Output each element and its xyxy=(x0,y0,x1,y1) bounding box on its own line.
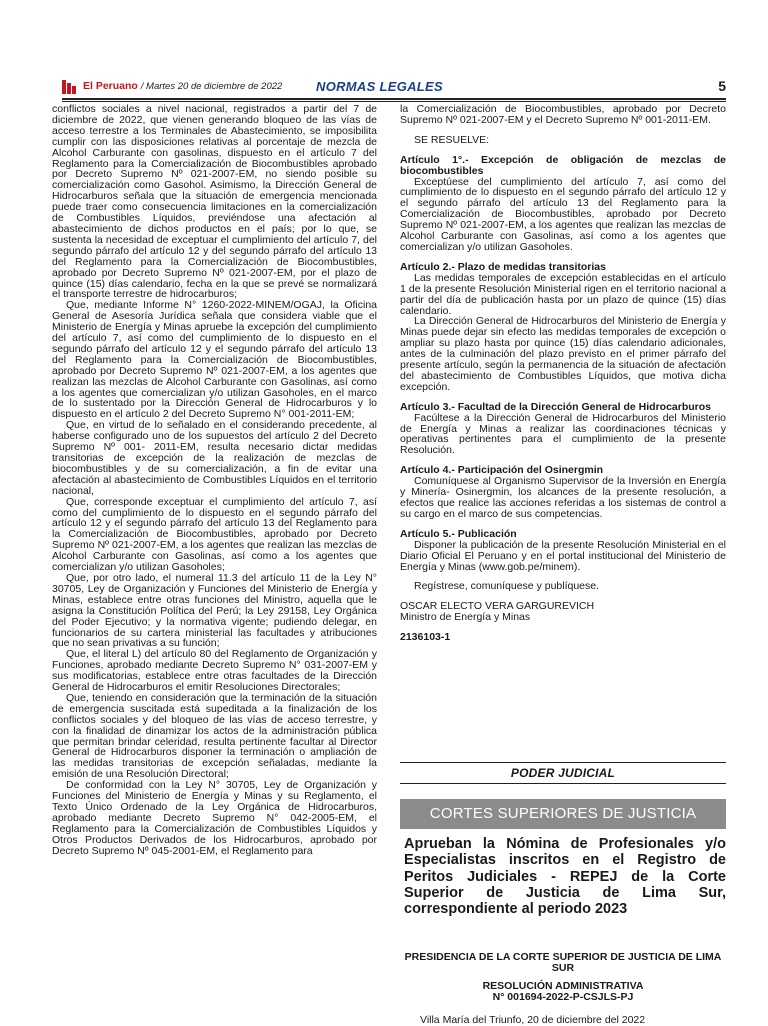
paragraph: De conformidad con la Ley N° 30705, Ley de Organización y Funciones del Ministerio de Energía y Minas y su Reglamento, el Texto Único Ordenado de la Ley Orgánica de Hidrocarburos, aprobado mediante Decreto Supremo N° 042-2005-EM, el Reglamento para la Comercialización de Combustibles Líquidos y Otros Productos Derivados de los Hidrocarburos, aprobado por Decreto Supremo Nº 045-2001-EM, el Reglamento para xyxy=(52,779,377,857)
masthead xyxy=(83,80,282,92)
presidencia-heading: PRESIDENCIA DE LA CORTE SUPERIOR DE JUSTICIA DE LIMA SUR xyxy=(404,951,722,974)
resolucion-heading: RESOLUCIÓN ADMINISTRATIVA xyxy=(482,980,644,992)
article-1-title: Artículo 1°.- Excepción de obligación de mezclas de biocombustibles xyxy=(400,153,726,177)
page-number: 5 xyxy=(718,78,726,94)
left-column xyxy=(52,104,377,857)
paragraph: Que, corresponde exceptuar el cumplimiento del artículo 7, así como del cumplimiento de lo dispuesto en el segundo párrafo del artículo 12 y el segundo párrafo del artículo 13 del Reglamento para la Comercialización de Biocombustibles, aprobado por Decreto Supremo Nº 021-2007-EM, a los agentes que realizan las mezclas de Alcohol Carburante con Gasolinas, así como a los agentes que comercializan y/o utilizan Gasoholes; xyxy=(52,495,377,574)
se-resuelve: SE RESUELVE: xyxy=(414,133,490,146)
paragraph: Que, por otro lado, el numeral 11.3 del artículo 11 de la Ley N° 30705, Ley de Organización y Funciones del Ministerio de Energía y Minas, establece entre otras funciones del Ministro, aquella que le asigna la Constitución Política del Perú; la Ley 29158, Ley Orgánica del Poder Ejecutivo; y la normativa vigente; pudiendo delegar, en funcionarios de su cartera ministerial las facultades y atribuciones que no sean privativas a su función; xyxy=(52,571,377,650)
issue-date: / Martes 20 de diciembre de 2022 xyxy=(140,81,283,92)
article-4-title: Artículo 4.- Participación del Osinergmin xyxy=(400,464,604,477)
document-code: 2136103-1 xyxy=(400,631,451,644)
page-header xyxy=(62,78,726,98)
paragraph: Que, teniendo en consideración que la terminación de la situación de emergencia suscitada está supeditada a la finalización de los conflictos sociales y del bloqueo de las vías de acceso terrestre, y con la finalidad de dinamizar los actos de la administración pública que permitan brindar celeridad, resulta pertinente facultar al Director General de Hidrocarburos disponer la terminación o ampliación de las medidas transitorias de excepción señaladas, mediante la emisión de una Resolución Directoral; xyxy=(52,691,377,781)
paragraph: Que, mediante Informe N° 1260-2022-MINEM/OGAJ, la Oficina General de Asesoría Jurídica señala que considera viable que el Ministerio de Energía y Minas apruebe la excepción del cumplimiento del artículo 7, así como del cumplimiento de lo dispuesto en el segundo párrafo del artículo 12 y el segundo párrafo del artículo 13 del Reglamento para la Comercialización de Biocombustibles, aprobado por Decreto Supremo Nº 021-2007-EM, a los agentes que realizan las mezclas de Alcohol Carburante con Gasolinas, así como a los agentes que comercializan y/o utilizan Gasoholes, en el marco de lo sustentado por la Dirección General de Hidrocarburos y lo dispuesto en el artículo 2 del Decreto Supremo N° 001-2011-EM; xyxy=(52,299,377,421)
paragraph: la Comercialización de Biocombustibles, aprobado por Decreto Supremo Nº 021-2007-EM y el Decreto Supremo Nº 001-2011-EM. xyxy=(400,103,726,126)
paragraph: conflictos sociales a nivel nacional, registrados a partir del 7 de diciembre de 2022, que vienen generando bloqueo de las vías de acceso terrestre a los Terminales de Abastecimiento, se imposibilita cumplir con las disposiciones relativas al porcentaje de mezcla de Alcohol Carburante con gasolinas, dispuesto en el artículo 7 del Reglamento para la Comercialización de Biocombustibles aprobado por Decreto Supremo Nº 021-2007-EM, no siendo posible su comercialización como Gasohol. Asimismo, la Dirección General de Hidrocarburos señala que la situación de emergencia mencionada puede traer como consecuencia limitaciones en la comercialización de Combustibles Líquidos, previéndose una afectación al abastecimiento de dichos productos en el país; por lo que, se sustenta la necesidad de exceptuar el cumplimiento del artículo 7, del segundo párrafo del artículo 12 y del segundo párrafo del artículo 13 del Reglamento para la Comercialización de Biocombustibles, aprobado por Decreto Supremo Nº 021-2007-EM, por el plazo de quince (15) días calendario, fecha en la que se prevé se normalizará el transporte terrestre de hidrocarburos; xyxy=(52,103,377,301)
paragraph: Que, el literal L) del artículo 80 del Reglamento de Organización y Funciones, aprobado mediante Decreto Supremo N° 031-2007-EM y sus modificatorias, establece entre otras facultades de la Dirección General de Hidrocarburos el emitir Resoluciones Directorales; xyxy=(52,648,377,694)
resolucion-number: N° 001694-2022-P-CSJLS-PJ xyxy=(492,991,634,1003)
newspaper-name: El Peruano xyxy=(83,80,138,92)
right-column xyxy=(400,104,726,643)
article-5-title: Artículo 5.- Publicación xyxy=(400,527,517,540)
header-rule-thin xyxy=(62,101,726,102)
article-4-text: Comuníquese al Organismo Supervisor de la Inversión en Energía y Minería- Osinergmin, los alcances de la presente resolución, a efectos que realice las acciones referidas a los sistemas de control a su cargo en el marco de sus competencias. xyxy=(400,475,726,520)
closing-formula: Regístrese, comuníquese y publíquese. xyxy=(414,580,600,593)
el-peruano-logo xyxy=(62,80,76,94)
signer-title: Ministro de Energía y Minas xyxy=(400,611,531,624)
cortes-banner: CORTES SUPERIORES DE JUSTICIA xyxy=(400,799,726,829)
section-title: NORMAS LEGALES xyxy=(316,79,443,94)
section-rule-top xyxy=(400,762,726,763)
paragraph: Que, en virtud de lo señalado en el considerando precedente, al haberse configurado uno de los supuestos del artículo 2 del Decreto Supremo Nº 001- 2011-EM, resulta necesario dictar medidas transitorias de excepción de la realización de mezclas de biocombustibles y de su comercialización, a fin de evitar una afectación al abastecimiento de Combustibles Líquidos en el territorio nacional, xyxy=(52,419,377,497)
signer-name: OSCAR ELECTO VERA GARGUREVICH xyxy=(400,600,595,613)
article-2-text: Las medidas temporales de excepción establecidas en el artículo 1 de la presente Resolución Ministerial rigen en el territorio nacional a partir del día de publicación hasta por un plazo de quince (15) días calendario. xyxy=(400,271,726,317)
poder-judicial-title: PODER JUDICIAL xyxy=(510,766,616,780)
header-rule xyxy=(62,98,726,100)
article-3-text: Facúltese a la Dirección General de Hidrocarburos del Ministerio de Energía y Minas a realizar las coordinaciones técnicas y operativas pertinentes para el cumplimiento de la presente Resolución. xyxy=(400,411,726,457)
section-rule-bottom xyxy=(400,783,726,784)
article-2-text: La Dirección General de Hidrocarburos del Ministerio de Energía y Minas puede dejar sin efecto las medidas temporales de excepción o ampliar su plazo hasta por quince (15) días calendario adicionales, antes de la culminación del plazo previsto en el primer párrafo del presente artículo, según la permanencia de la situación de afectación del abastecimiento de Combustibles Líquidos, que motiva dicha excepción. xyxy=(400,315,726,393)
article-1-text: Exceptúese del cumplimiento del artículo 7, así como del cumplimiento de lo dispuesto en el segundo párrafo del artículo 12 y el segundo párrafo del artículo 13 del Reglamento para la Comercialización de Biocombustibles, aprobado por Decreto Supremo Nº 021-2007-EM, a los agentes que realizan las mezclas de Alcohol Carburante con Gasolinas, así como a los agentes que comercializan y/o utilizan Gasoholes. xyxy=(400,175,726,253)
article-3-title: Artículo 3.- Facultad de la Dirección General de Hidrocarburos xyxy=(400,400,711,413)
article-5-text: Disponer la publicación de la presente Resolución Ministerial en el Diario Oficial El Peruano y en el portal institucional del Ministerio de Energía y Minas (www.gob.pe/minem). xyxy=(400,538,726,573)
article-2-title: Artículo 2.- Plazo de medidas transitorias xyxy=(400,260,606,273)
dateline: Villa María del Triunfo, 20 de diciembre del 2022 xyxy=(420,1014,646,1026)
article-headline: Aprueban la Nómina de Profesionales y/o Especialistas inscritos en el Registro de Peritos Judiciales - REPEJ de la Corte Superior de Justicia de Lima Sur, correspondiente al periodo 2023 xyxy=(404,836,726,918)
